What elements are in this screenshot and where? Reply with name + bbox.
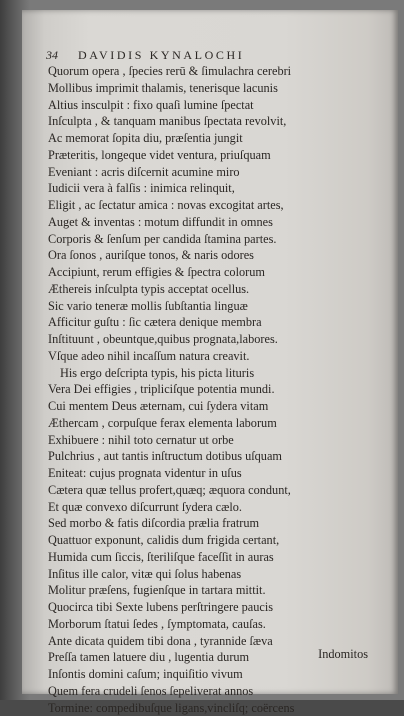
verse-line: Eniteat: cujus prognata videntur in uſus	[48, 465, 378, 482]
verse-line: Cui mentem Deus æternam, cui ſydera vitam	[48, 398, 378, 415]
verse-line: Corporis & ſenſum per candida ſtamina partes.	[48, 231, 378, 248]
verse-line: Altius insculpit : fixo quaſi lumine ſpectat	[48, 97, 378, 114]
verse-line: Ac memorat ſopita diu, præſentia jungit	[48, 130, 378, 147]
verse-line: Æthercam , corpuſque ferax elementa laborum	[48, 415, 378, 432]
verse-line: Mollibus imprimit thalamis, tenerisque lacunis	[48, 80, 378, 97]
verse-line: Afficitur guſtu : ſic cætera denique membra	[48, 314, 378, 331]
catchword: Indomitos	[48, 647, 368, 662]
verse-text	[48, 63, 378, 716]
running-head: DAVIDIS KYNALOCHI	[78, 48, 244, 63]
verse-line: Exhibuere : nihil toto cernatur ut orbe	[48, 432, 378, 449]
verse-line: Morborum ſtatui ſedes , ſymptomata, cauſas.	[48, 616, 378, 633]
verse-line: Vſque adeo nihil incaſſum natura creavit.	[48, 348, 378, 365]
verse-line: Eveniant : acris diſcernit acumine miro	[48, 164, 378, 181]
verse-line: His ergo deſcripta typis, his picta lituris	[48, 365, 378, 382]
verse-line: Ora ſonos , auriſque tonos, & naris odores	[48, 247, 378, 264]
verse-line: Inſtituunt , obeuntque,quibus prognata,labores.	[48, 331, 378, 348]
verse-line: Tormine: compedibuſque ligans,vincliſq; coërcens	[48, 700, 378, 716]
verse-line: Iudicii vera à falſis : inimica relinquit,	[48, 180, 378, 197]
verse-line: Æthereis inſculpta typis acceptat ocellus.	[48, 281, 378, 298]
page-number: 34	[46, 48, 58, 63]
verse-line: Accipiunt, rerum effigies & ſpectra colorum	[48, 264, 378, 281]
verse-line: Et quæ convexo diſcurrunt ſydera cælo.	[48, 499, 378, 516]
verse-line: Humida cum ſiccis, ſteriliſque faceſſit in auras	[48, 549, 378, 566]
verse-line: Inſitus ille calor, vitæ qui ſolus habenas	[48, 566, 378, 583]
verse-line: Quocirca tibi Sexte lubens perſtringere paucis	[48, 599, 378, 616]
verse-line: Preſſa tamen latuere diu , lugentia durum	[48, 649, 378, 666]
verse-line: Inſontis domini caſum; inquiſitio vivum	[48, 666, 378, 683]
verse-line: Auget & inventas : motum diffundit in omnes	[48, 214, 378, 231]
verse-line: Molitur præſens, fugienſque in tartara mittit.	[48, 582, 378, 599]
verse-line: Pulchrius , aut tantis inſtructum dotibus uſquam	[48, 448, 378, 465]
verse-line: Inſculpta , & tanquam manibus ſpectata revolvit,	[48, 113, 378, 130]
verse-line: Ante dicata quidem tibi dona , tyrannide ſæva	[48, 633, 378, 650]
verse-line: Cætera quæ tellus profert,quæq; æquora condunt,	[48, 482, 378, 499]
verse-line: Vera Dei effigies , tripliciſque potentia mundi.	[48, 381, 378, 398]
page-header	[46, 48, 370, 63]
verse-line: Quattuor exponunt, calidis dum frigida certant,	[48, 532, 378, 549]
verse-line: Eligit , ac ſectatur amica : novas excogitat artes,	[48, 197, 378, 214]
verse-line: Præteritis, longeque videt ventura, priuſquam	[48, 147, 378, 164]
verse-line: Quem fera crudeli ſenos ſepeliverat annos	[48, 683, 378, 700]
verse-line: Sic vario teneræ mollis ſubſtantia linguæ	[48, 298, 378, 315]
verse-line: Sed morbo & fatis diſcordia prælia fratrum	[48, 515, 378, 532]
verse-line: Quorum opera , ſpecies rerū & ſimulachra cerebri	[48, 63, 378, 80]
